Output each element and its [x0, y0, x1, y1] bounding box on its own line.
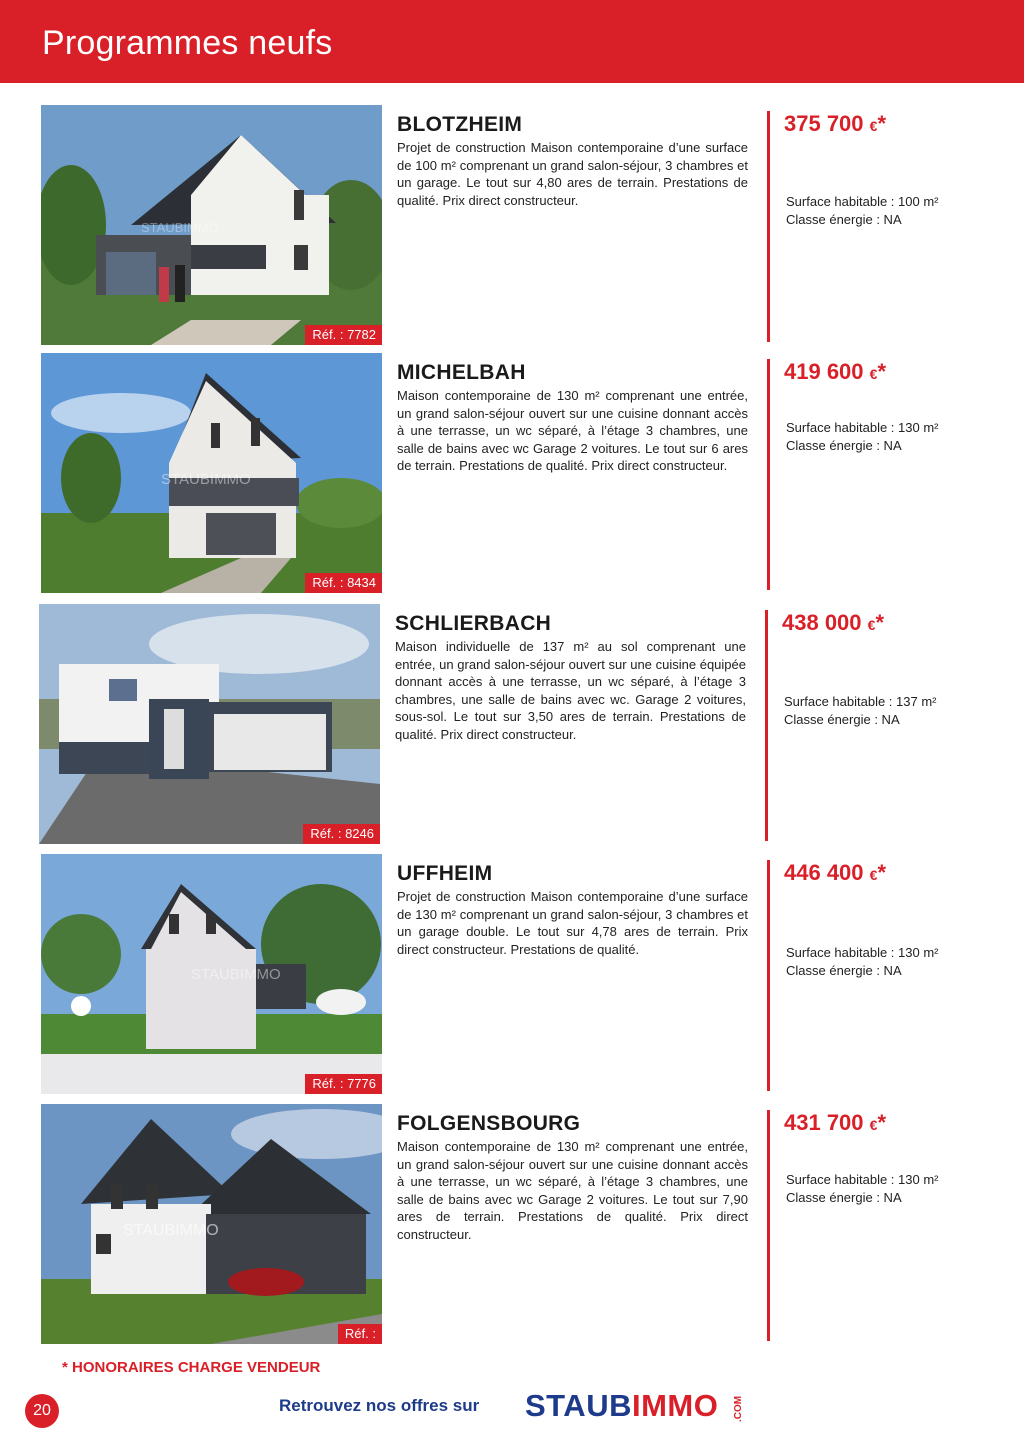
currency-symbol: €	[869, 366, 878, 382]
reference-badge: Réf. : 8434	[305, 573, 382, 593]
listing-city: SCHLIERBACH	[395, 612, 552, 635]
asterisk: *	[877, 359, 887, 384]
property-photo[interactable]	[41, 105, 382, 345]
property-photo[interactable]	[41, 854, 382, 1094]
listing-city: MICHELBAH	[397, 361, 526, 384]
listing-uffheim	[0, 854, 1024, 1094]
reference-badge: Réf. :	[338, 1324, 382, 1344]
energy-class-label: Classe énergie : NA	[786, 212, 902, 227]
asterisk: *	[877, 111, 887, 136]
watermark-text: STAUBIMMO	[161, 471, 251, 488]
listing-specs	[786, 193, 938, 229]
logo-staub: STAUB	[525, 1388, 632, 1423]
price-divider	[767, 111, 770, 342]
reference-badge: Réf. : 8246	[303, 824, 380, 844]
surface-label: Surface habitable : 137 m²	[784, 694, 937, 709]
staubimmo-logo[interactable]	[525, 1388, 718, 1424]
watermark-text: STAUBIMMO	[141, 220, 219, 235]
listing-price	[784, 359, 886, 385]
surface-label: Surface habitable : 100 m²	[786, 194, 939, 209]
energy-class-label: Classe énergie : NA	[784, 712, 900, 727]
listing-blotzheim	[0, 105, 1024, 345]
page-header	[0, 0, 1024, 83]
surface-label: Surface habitable : 130 m²	[786, 420, 939, 435]
listing-schlierbach	[0, 604, 1024, 844]
listing-city: UFFHEIM	[397, 862, 493, 885]
listing-specs	[786, 1171, 938, 1207]
surface-label: Surface habitable : 130 m²	[786, 1172, 939, 1187]
logo-dotcom	[730, 1392, 744, 1424]
listing-price	[784, 860, 886, 886]
listing-price	[782, 610, 884, 636]
currency-symbol: €	[869, 1117, 878, 1133]
listing-city: BLOTZHEIM	[397, 113, 523, 136]
asterisk: *	[875, 610, 885, 635]
listing-specs	[784, 693, 936, 729]
property-photo[interactable]	[39, 604, 380, 844]
property-photo[interactable]	[41, 353, 382, 593]
price-divider	[765, 610, 768, 841]
listing-description: Maison individuelle de 137 m² au sol comprenant une entrée, un grand salon-séjour ouvert sur une cuisine équipée donnant accès à une terrasse, un wc séparé, à l’étage 3 chambres, une salle de bains avec wc. Garage 2 voitures, sous-sol. Le tout sur 3,50 ares de terrain. Prestations de qualité. Prix direct constructeur.	[395, 639, 746, 742]
currency-symbol: €	[867, 617, 876, 633]
listing-specs	[786, 944, 938, 980]
surface-label: Surface habitable : 130 m²	[786, 945, 939, 960]
listing-price	[784, 1110, 886, 1136]
property-photo[interactable]	[41, 1104, 382, 1344]
currency-symbol: €	[869, 118, 878, 134]
listing-city: FOLGENSBOURG	[397, 1112, 581, 1135]
price-value: 446 400	[784, 860, 864, 885]
energy-class-label: Classe énergie : NA	[786, 1190, 902, 1205]
currency-symbol: €	[869, 867, 878, 883]
watermark-text: STAUBIMMO	[191, 966, 281, 983]
price-value: 419 600	[784, 359, 864, 384]
page-title: Programmes neufs	[42, 24, 333, 62]
price-divider	[767, 359, 770, 590]
listing-price	[784, 111, 886, 137]
price-divider	[767, 1110, 770, 1341]
price-value: 438 000	[782, 610, 862, 635]
listing-michelbah	[0, 353, 1024, 593]
energy-class-label: Classe énergie : NA	[786, 438, 902, 453]
energy-class-label: Classe énergie : NA	[786, 963, 902, 978]
price-value: 431 700	[784, 1110, 864, 1135]
reference-badge: Réf. : 7782	[305, 325, 382, 345]
reference-badge: Réf. : 7776	[305, 1074, 382, 1094]
price-value: 375 700	[784, 111, 864, 136]
find-offers-text: Retrouvez nos offres sur	[279, 1396, 480, 1415]
listing-description: Maison contemporaine de 130 m² comprenant une entrée, un grand salon-séjour ouvert sur une cuisine donnant accès à une terrasse, un wc séparé, à l’étage 3 chambres, une salle de bains avec wc Garage 2 voitures. Le tout sur 7,90 ares de terrain. Prestations de qualité. Prix direct constructeur.	[397, 1139, 748, 1242]
listing-description: Projet de construction Maison contemporaine d’une surface de 100 m² comprenant un grand salon-séjour, 3 chambres et un garage. Le tout sur 4,80 ares de terrain. Prestations de qualité. Prix direct constructeur.	[397, 140, 748, 208]
asterisk: *	[877, 860, 887, 885]
fees-footnote: * HONORAIRES CHARGE VENDEUR	[62, 1359, 321, 1376]
listing-description: Projet de construction Maison contemporaine d’une surface de 130 m² comprenant un grand salon-séjour, 3 chambres et un garage double. Le tout sur 4,78 ares de terrain. Prix direct constructeur. Prestations de qualité.	[397, 889, 748, 957]
listing-folgensbourg	[0, 1104, 1024, 1344]
listing-description: Maison contemporaine de 130 m² comprenant une entrée, un grand salon-séjour ouvert sur une cuisine donnant accès à une terrasse, un wc séparé, à l’étage 3 chambres, une salle de bains avec wc Garage 2 voitures. Le tout sur 6 ares de terrain. Prestations de qualité. Prix direct constructeur.	[397, 388, 748, 474]
logo-immo: IMMO	[631, 1388, 719, 1423]
asterisk: *	[877, 1110, 887, 1135]
logo-dotcom-text: .COM	[733, 1395, 744, 1422]
price-divider	[767, 860, 770, 1091]
watermark-text: STAUBIMMO	[123, 1222, 219, 1239]
listing-specs	[786, 419, 938, 455]
page-number: 20	[25, 1394, 59, 1428]
